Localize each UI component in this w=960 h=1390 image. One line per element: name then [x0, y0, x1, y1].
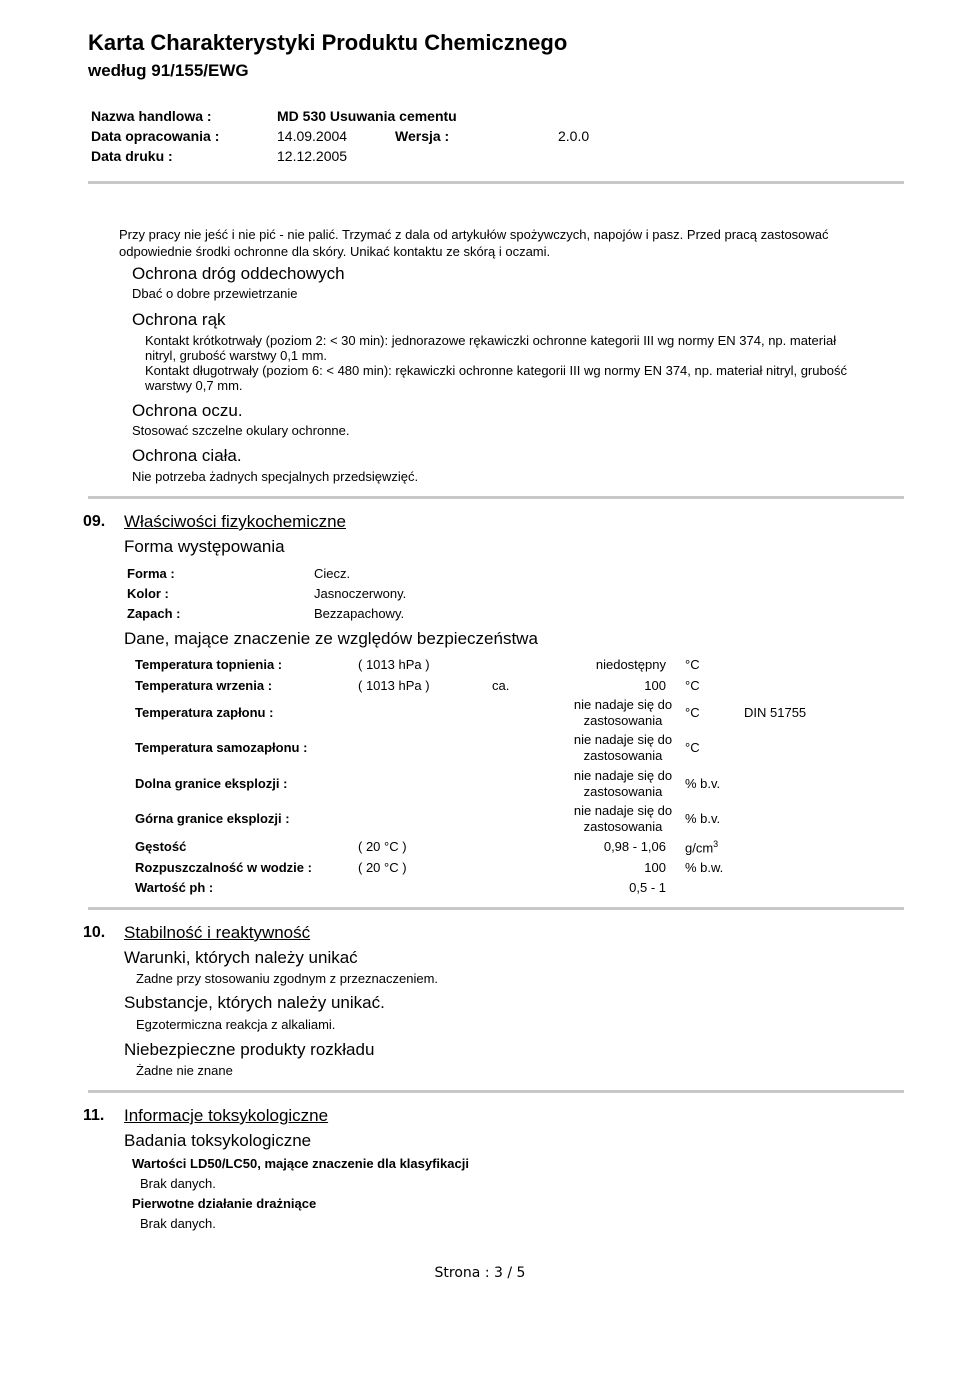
respiratory-protection-text: Dbać o dobre przewietrzanie [132, 286, 298, 301]
section-10-number: 10. [83, 924, 106, 941]
property-unit [685, 839, 718, 855]
document-subtitle: według 91/155/EWG [88, 61, 249, 80]
property-unit: °C [685, 678, 700, 693]
respiratory-protection-heading: Ochrona dróg oddechowych [132, 264, 345, 283]
body-protection-text: Nie potrzeba żadnych specjalnych przedsięwzięć. [132, 469, 419, 484]
document-title: Karta Charakterystyki Produktu Chemicznego [88, 30, 568, 55]
prep-date-value: 14.09.2004 [277, 128, 348, 144]
section-11-number: 11. [83, 1107, 105, 1124]
header-divider [88, 181, 904, 184]
property-label: Dolna granice eksplozji : [135, 776, 288, 791]
forma-label: Forma : [127, 566, 175, 581]
section-divider-10 [88, 907, 904, 910]
irritation-text: Brak danych. [140, 1216, 216, 1231]
kolor-label: Kolor : [127, 586, 169, 601]
property-reference: DIN 51755 [744, 705, 807, 720]
page-number: Strona : 3 / 5 [434, 1265, 526, 1281]
body-protection-heading: Ochrona ciała. [132, 446, 242, 465]
decomposition-heading: Niebezpieczne produkty rozkładu [124, 1040, 375, 1059]
version-value: 2.0.0 [558, 128, 590, 144]
property-unit-exponent: 3 [713, 839, 719, 849]
hand-protection-heading: Ochrona rąk [132, 310, 226, 329]
ld50-text: Brak danych. [140, 1176, 216, 1191]
property-label: Temperatura samozapłonu : [135, 740, 308, 755]
avoid-conditions-heading: Warunki, których należy unikać [124, 948, 358, 967]
property-label: Gęstość [135, 839, 187, 854]
property-condition: ( 20 °C ) [358, 839, 407, 854]
property-value: 100 [644, 860, 666, 875]
eye-protection-text: Stosować szczelne okulary ochronne. [132, 423, 350, 438]
property-label: Rozpuszczalność w wodzie : [135, 860, 312, 875]
avoid-substances-text: Egzotermiczna reakcja z alkaliami. [136, 1017, 336, 1032]
section-11-title: Informacje toksykologiczne [124, 1106, 329, 1125]
trade-name-label: Nazwa handlowa : [91, 108, 212, 124]
intro-line-1: Przy pracy nie jeść i nie pić - nie palić. Trzymać z dala od artykułów spożywczych, napojów i pasz. Przed pracą zastosować [119, 227, 829, 242]
hand-protection-line-1: Kontakt krótkotrwały (poziom 2: < 30 min): jednorazowe rękawiczki ochronne kategorii III wg normy EN 374, np. materiał [145, 333, 837, 348]
property-qualifier: ca. [492, 678, 510, 693]
property-label: Górna granice eksplozji : [135, 811, 290, 826]
property-unit: % b.v. [685, 776, 721, 791]
property-unit: % b.v. [685, 811, 721, 826]
property-unit-base: g/cm [685, 840, 714, 856]
property-condition: ( 20 °C ) [358, 860, 407, 875]
ld50-label: Wartości LD50/LC50, mające znaczenie dla klasyfikacji [132, 1156, 469, 1171]
irritation-label: Pierwotne działanie drażniące [132, 1196, 317, 1211]
safety-data-heading: Dane, mające znaczenie ze względów bezpieczeństwa [124, 629, 538, 648]
section-09-number: 09. [83, 513, 106, 530]
print-date-label: Data druku : [91, 148, 173, 164]
form-heading: Forma występowania [124, 537, 285, 556]
section-10-title: Stabilność i reaktywność [124, 923, 311, 942]
avoid-substances-heading: Substancje, których należy unikać. [124, 993, 385, 1012]
property-value: 0,5 - 1 [629, 880, 666, 895]
zapach-label: Zapach : [127, 606, 181, 621]
section-divider-11 [88, 1090, 904, 1093]
section-divider-09 [88, 496, 904, 499]
property-value: 100 [644, 678, 666, 693]
forma-value: Ciecz. [314, 566, 351, 581]
toxicology-heading: Badania toksykologiczne [124, 1131, 312, 1150]
section-09-title: Właściwości fizykochemiczne [124, 512, 346, 531]
decomposition-text: Żadne nie znane [136, 1063, 233, 1078]
prep-date-label: Data opracowania : [91, 128, 220, 144]
property-value: nie nadaje się do zastosowania [573, 697, 673, 728]
property-unit: % b.w. [685, 860, 724, 875]
trade-name-value: MD 530 Usuwania cementu [277, 108, 457, 124]
intro-line-2: odpowiednie środki ochronne dla skóry. Unikać kontaktu ze skórą i oczami. [119, 244, 551, 259]
hand-protection-line-4: warstwy 0,7 mm. [145, 378, 243, 393]
property-condition: ( 1013 hPa ) [358, 678, 430, 693]
property-unit: °C [685, 740, 700, 755]
property-label: Temperatura zapłonu : [135, 705, 274, 720]
property-label: Temperatura topnienia : [135, 657, 283, 672]
eye-protection-heading: Ochrona oczu. [132, 401, 243, 420]
hand-protection-line-2: nitryl, grubość warstwy 0,1 mm. [145, 348, 328, 363]
property-label: Wartość ph : [135, 880, 214, 895]
kolor-value: Jasnoczerwony. [314, 586, 407, 601]
property-value: nie nadaje się do zastosowania [573, 732, 673, 763]
property-value: nie nadaje się do zastosowania [573, 803, 673, 834]
zapach-value: Bezzapachowy. [314, 606, 405, 621]
property-condition: ( 1013 hPa ) [358, 657, 430, 672]
property-value: 0,98 - 1,06 [603, 839, 666, 854]
print-date-value: 12.12.2005 [277, 148, 348, 164]
hand-protection-line-3: Kontakt długotrwały (poziom 6: < 480 min): rękawiczki ochronne kategorii III wg normy EN 374, np. materiał nitryl, grubość [145, 363, 847, 378]
property-unit: °C [685, 657, 700, 672]
avoid-conditions-text: Zadne przy stosowaniu zgodnym z przeznaczeniem. [136, 971, 439, 986]
property-unit: °C [685, 705, 700, 720]
property-label: Temperatura wrzenia : [135, 678, 273, 693]
property-value: niedostępny [595, 657, 666, 672]
version-label: Wersja : [395, 128, 450, 144]
property-value: nie nadaje się do zastosowania [573, 768, 673, 799]
